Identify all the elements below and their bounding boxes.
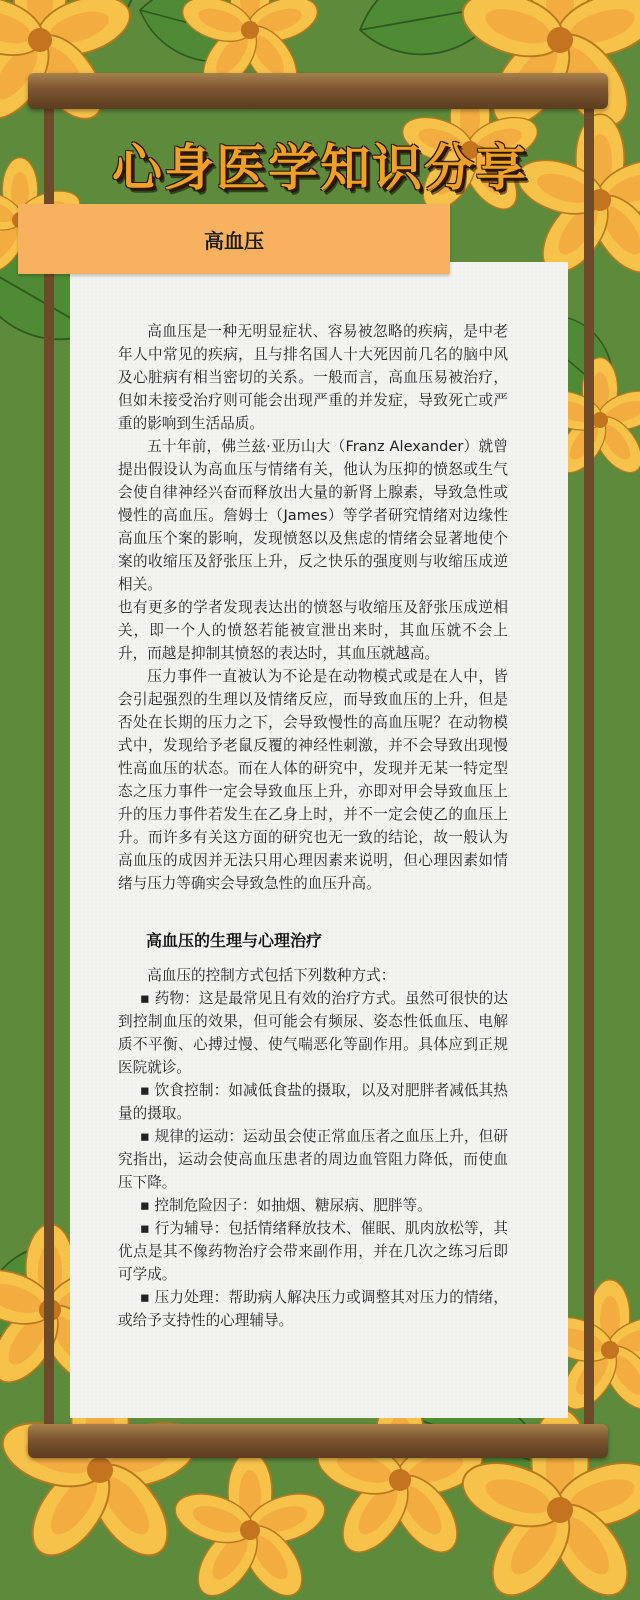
treatment-item: ▪ 饮食控制：如减低食盐的摄取，以及对肥胖者减低其热量的摄取。 [118, 1082, 508, 1122]
scroll-rod-bottom [28, 1424, 608, 1458]
article-paragraph: 五十年前，佛兰兹·亚历山大（Franz Alexander）就曾提出假设认为高血压与情绪有关，他认为压抑的愤怒或生气会使自律神经兴奋而释放出大量的新肾上腺素，导致急性或慢性的高血压。詹姆士（James）等学者研究情绪对边缘性高血压个案的影响，发现愤怒以及焦虑的情绪会显著地使个案的收缩压及舒张压上升，反之快乐的强度则与收缩压成逆相关。 [118, 438, 508, 593]
article-paragraph: 压力事件一直被认为不论是在动物模式或是在人中，皆会引起强烈的生理以及情绪反应，而导致血压的上升，但是否处在长期的压力之下，会导致慢性的高血压呢？在动物模式中，发现给予老鼠反覆的神经性刺激，并不会导致出现慢性高血压的状态。而在人体的研究中，发现并无某一特定型态之压力事件一定会导致血压上升，亦即对甲会导致血压上升的压力事件若发生在乙身上时，并不一定会使乙的血压上升。而许多有关这方面的研究也无一致的结论，故一般认为高血压的成因并无法只用心理因素来说明，但心理因素如情绪与压力等确实会导致急性的血压升高。 [118, 668, 508, 892]
article-paragraph: 高血压是一种无明显症状、容易被忽略的疾病，是中老年人中常见的疾病，且与排名国人十大死因前几名的脑中风及心脏病有相当密切的关系。一般而言，高血压易被治疗，但如未接受治疗则可能会出现严重的并发症，导致死亡或严重的影响到生活品质。 [118, 323, 508, 432]
scroll-side-right [584, 100, 594, 1430]
article-paragraph: 也有更多的学者发现表达出的愤怒与收缩压及舒张压成逆相关，即一个人的愤怒若能被宣泄出来时，其血压就不会上升，而越是抑制其愤怒的表达时，其血压就越高。 [118, 599, 508, 662]
treatment-item: ▪ 控制危险因子：如抽烟、糖尿病、肥胖等。 [139, 1197, 432, 1214]
treatment-intro: 高血压的控制方式包括下列数种方式： [147, 967, 396, 984]
scroll-rod-top [28, 73, 608, 109]
treatment-item: ▪ 行为辅导：包括情绪释放技术、催眠、肌肉放松等，其优点是其不像药物治疗会带来副作用，并在几次之练习后即可学成。 [118, 1220, 508, 1283]
treatment-item: ▪ 规律的运动：运动虽会使正常血压者之血压上升，但研究指出，运动会使高血压患者的周边血管阻力降低，而使血压下降。 [118, 1128, 508, 1191]
section-banner [18, 204, 450, 274]
scroll-side-left [44, 100, 54, 1430]
article-body [118, 320, 508, 1332]
treatment-heading: 高血压的生理与心理治疗 [146, 931, 323, 950]
section-banner-label: 高血压 [204, 228, 264, 253]
treatment-item: ▪ 药物：这是最常见且有效的治疗方式。虽然可很快的达到控制血压的效果，但可能会有频尿、姿态性低血压、电解质不平衡、心搏过慢、使气喘恶化等副作用。具体应到正规医院就诊。 [118, 990, 508, 1076]
page-title: 心身医学知识分享 [112, 139, 528, 197]
treatment-item: ▪ 压力处理：帮助病人解决压力或调整其对压力的情绪，或给予支持性的心理辅导。 [118, 1289, 508, 1329]
